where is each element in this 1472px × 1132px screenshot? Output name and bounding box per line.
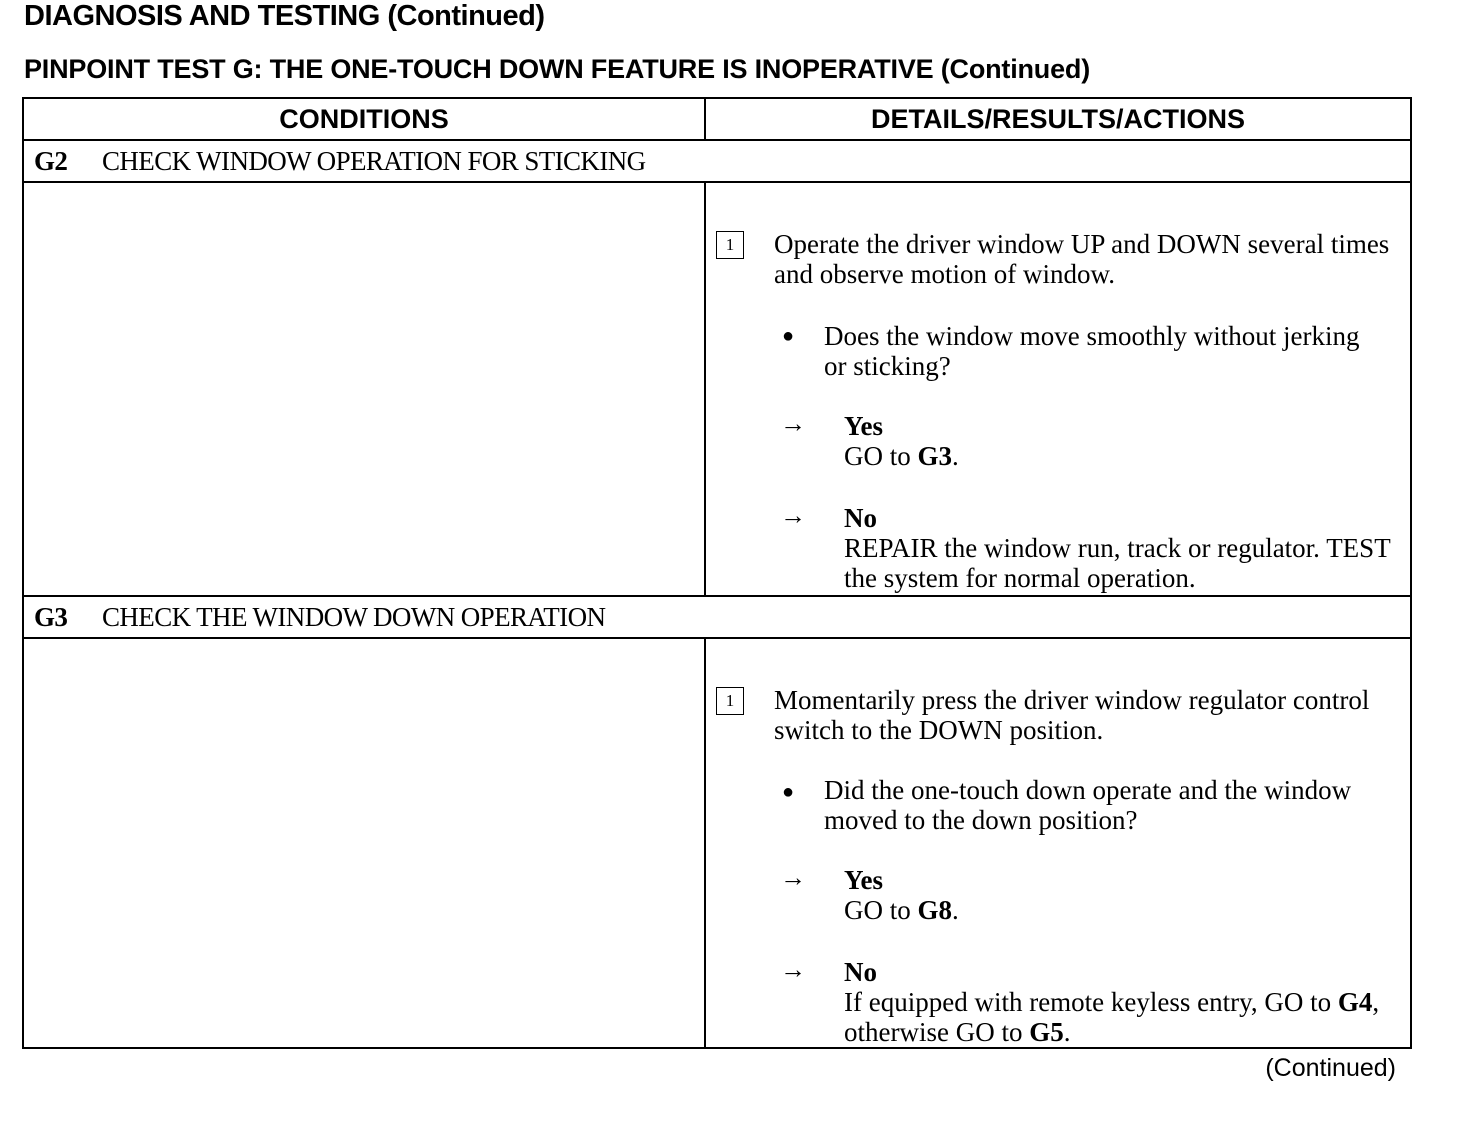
conditions-cell	[23, 638, 705, 1048]
right-arrow-icon: →	[780, 955, 806, 984]
step-body-row	[23, 638, 1411, 1048]
step-g2-heading	[23, 140, 1411, 182]
pinpoint-test-title	[24, 54, 1090, 85]
yes-label: Yes	[844, 411, 883, 441]
right-arrow-icon: →	[780, 409, 806, 438]
instruction-text: Operate the driver window UP and DOWN several times and observe motion of window.	[774, 229, 1390, 289]
right-arrow-icon: →	[780, 501, 806, 530]
no-action: REPAIR the window run, track or regulator. TEST the system for normal operation.	[844, 533, 1391, 593]
step-title: CHECK WINDOW OPERATION FOR STICKING	[102, 145, 646, 176]
no-result	[844, 503, 1394, 593]
pinpoint-test-continued: (Continued)	[940, 54, 1091, 84]
pinpoint-test-name: PINPOINT TEST G: THE ONE-TOUCH DOWN FEATURE IS INOPERATIVE	[24, 54, 934, 84]
goto-target-link[interactable]: G3	[917, 441, 953, 471]
yes-action-suffix: .	[952, 895, 959, 925]
document-title: DIAGNOSIS AND TESTING (Continued)	[24, 0, 545, 32]
bullet-dot-icon: ●	[782, 781, 795, 803]
no-label: No	[844, 503, 877, 533]
goto-target-link[interactable]: G8	[917, 895, 953, 925]
step-header-row	[23, 596, 1411, 638]
yes-action-prefix: GO to	[844, 895, 911, 925]
yes-result	[844, 865, 1394, 925]
bullet-dot-icon: ●	[782, 325, 795, 347]
details-column-header: DETAILS/RESULTS/ACTIONS	[705, 98, 1411, 140]
details-cell	[705, 638, 1411, 1048]
step-g3-heading	[23, 596, 1411, 638]
instruction-text: Momentarily press the driver window regulator control switch to the DOWN position.	[774, 685, 1370, 745]
no-label: No	[844, 957, 877, 987]
step-id: G2	[34, 145, 68, 176]
no-result	[844, 957, 1394, 1047]
conditions-column-header: CONDITIONS	[23, 98, 705, 140]
conditions-cell	[23, 182, 705, 596]
step-id: G3	[34, 601, 68, 632]
table-header-row	[23, 98, 1411, 140]
goto-target-link[interactable]: G5	[1029, 1017, 1064, 1047]
yes-label: Yes	[844, 865, 883, 895]
goto-target-link[interactable]: G4	[1337, 987, 1373, 1017]
yes-result	[844, 411, 1394, 471]
step-body-row	[23, 182, 1411, 596]
no-action-part2: , otherwise GO to	[844, 987, 1380, 1047]
no-action-part3: .	[1063, 1017, 1071, 1047]
no-action-part1: If equipped with remote keyless entry, GO to	[844, 987, 1332, 1017]
details-cell	[705, 182, 1411, 596]
step-title: CHECK THE WINDOW DOWN OPERATION	[102, 601, 606, 632]
step-header-row	[23, 140, 1411, 182]
yes-action-suffix: .	[952, 441, 959, 471]
continued-footer: (Continued)	[1265, 1054, 1396, 1082]
yes-action-prefix: GO to	[844, 441, 911, 471]
question-text: Does the window move smoothly without jerking or sticking?	[824, 321, 1360, 381]
right-arrow-icon: →	[780, 863, 806, 892]
substep-number-box: 1	[716, 231, 744, 259]
substep-number-box: 1	[716, 687, 744, 715]
question-text: Did the one-touch down operate and the window moved to the down position?	[824, 775, 1352, 835]
pinpoint-test-table	[22, 97, 1412, 1049]
